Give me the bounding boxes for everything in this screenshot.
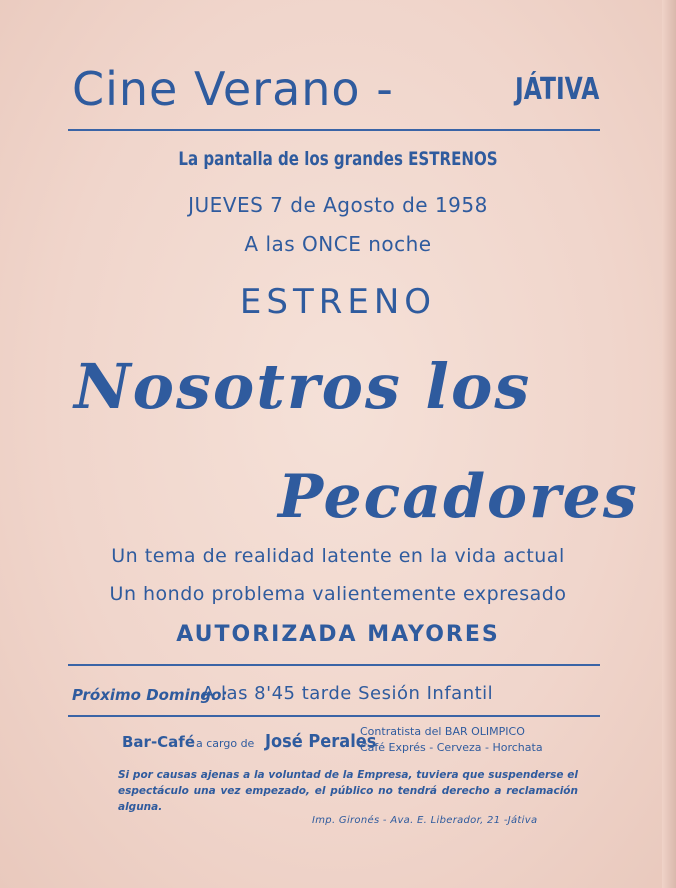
divider-top — [68, 129, 600, 131]
tagline: La pantalla de los grandes ESTRENOS — [178, 148, 498, 170]
cinema-title: Cine Verano - — [72, 62, 394, 116]
film-title-line2: Pecadores — [278, 462, 639, 532]
bar-contract: Contratista del BAR OLIMPICO — [360, 725, 525, 738]
next-session-text: A las 8'45 tarde Sesión Infantil — [202, 683, 494, 704]
next-session-label: Próximo Domingo: — [72, 686, 228, 704]
description-line2: Un hondo problema valientemente expresado — [109, 583, 567, 605]
divider-bottom — [68, 715, 600, 717]
rating-label: AUTORIZADA MAYORES — [176, 622, 500, 647]
bar-owner: José Perales — [265, 731, 377, 752]
show-date: JUEVES 7 de Agosto de 1958 — [188, 193, 488, 217]
film-title-line1: Nosotros los — [74, 350, 532, 423]
description-line1: Un tema de realidad latente en la vida actual — [111, 545, 565, 567]
show-time: A las ONCE noche — [244, 232, 432, 256]
event-label: ESTRENO — [239, 282, 437, 322]
disclaimer-notice: Si por causas ajenas a la voluntad de la Empresa, tuviera que suspenderse el espectáculo una vez empezado, el público no tendrá derecho a reclamación alguna. — [118, 769, 578, 813]
printer-credit: Imp. Gironés - Ava. E. Liberador, 21 -Játiva — [312, 815, 538, 826]
divider-middle — [68, 664, 600, 666]
cinema-city: JÁTIVA — [515, 72, 600, 107]
bar-products: Café Exprés - Cerveza - Horchata — [360, 741, 543, 754]
bar-label: Bar-Café — [122, 733, 196, 751]
bar-cargo: a cargo de — [196, 737, 255, 750]
paper-edge — [662, 0, 676, 888]
